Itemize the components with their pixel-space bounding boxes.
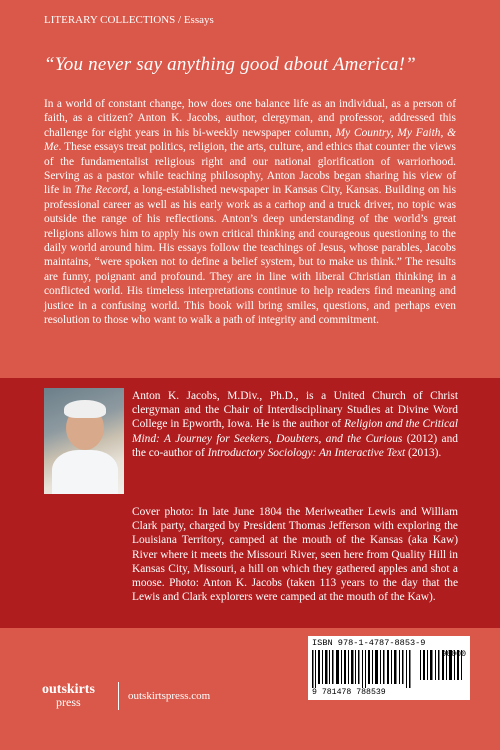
description-text: In a world of constant change, how does one balance life as an individual, as a person of faith, as a citizen? Anton K. Jacobs, author, clergyman, and professor, addressed this challenge for eight years in his bi-weekly newspaper column, [44, 98, 456, 139]
barcode-digits: 9 781478 788539 [312, 688, 386, 697]
publisher-logo-bottom: press [56, 695, 81, 709]
book-category: LITERARY COLLECTIONS / Essays [44, 14, 214, 26]
book-title-1: Religion and the Critical Mind: A Journey for Seekers, Doubters, and the Curious [132, 418, 458, 445]
price-code: 90000 [441, 650, 466, 659]
author-bio [132, 389, 458, 460]
publisher-url: outskirtspress.com [128, 690, 211, 702]
publisher-logo [42, 684, 95, 708]
isbn-number: ISBN 978-1-4787-8853-9 [312, 638, 426, 648]
column-title: My Country, My Faith, & Me [44, 126, 456, 154]
bio-text: (2012) and the co-author of [132, 432, 458, 459]
book-title-2: Introductory Sociology: An Interactive Text [207, 446, 406, 459]
book-description [44, 97, 456, 328]
description-text: . These essays treat politics, religion, the arts, culture, and ethics that counter the views of the fundamentalist religious right and our national glorification of warriorhood. Serving as a pastor while teaching philosophy, Anton Jacobs began sharing his view of life in [44, 141, 456, 197]
author-photo [44, 388, 124, 494]
cover-photo-credit: Cover photo: In late June 1804 the Meriweather Lewis and William Clark party, charged by President Thomas Jefferson with exploring the Louisiana Territory, camped at the mouth of the Kansas (aka Kaw) River where it meets the Missouri River, seen here from Quality Hill in Kansas City, Missouri, a hill on which they gathered apples and shot a moose. Photo: Anton K. Jacobs (taken 113 years to the day that the Lewis and Clark explorers were camped at the mouth of the Kaw). [132, 506, 458, 604]
isbn-barcode [308, 636, 470, 700]
publisher-divider [118, 682, 119, 710]
publisher-logo-top: outskirts [42, 682, 95, 697]
pull-quote: “You never say anything good about America!” [44, 54, 416, 75]
description-text: , a long-established newspaper in Kansas City, Kansas. Building on his professional career as well as his early work as a carhop and a truck driver, no topic was outside the range of his reflections. Anton’s deep understanding of the world’s great religions allows him to apply his own critical thinking and courageous questioning to the daily world around him. His essays follow the teachings of Jesus, whose parables, Jacobs maintains, “were spoken not to define a belief system, but to make us think.” The results are funny, poignant and profound. They are in line with liberal Christian thinking in a conflicted world. His timeless interpretations continue to help readers find meaning and justice in a confusing world. This book will bring smiles, questions, and perhaps even resolution to those who want to walk a path of integrity and commitment. [44, 184, 457, 327]
newspaper-title: The Record [74, 184, 128, 197]
bio-text: Anton K. Jacobs, M.Div., Ph.D., is a United Church of Christ clergyman and the Chair of Interdisciplinary Studies at Divine Word College in Epworth, Iowa. He is the author of [132, 390, 458, 431]
bio-text: (2013). [405, 446, 442, 459]
